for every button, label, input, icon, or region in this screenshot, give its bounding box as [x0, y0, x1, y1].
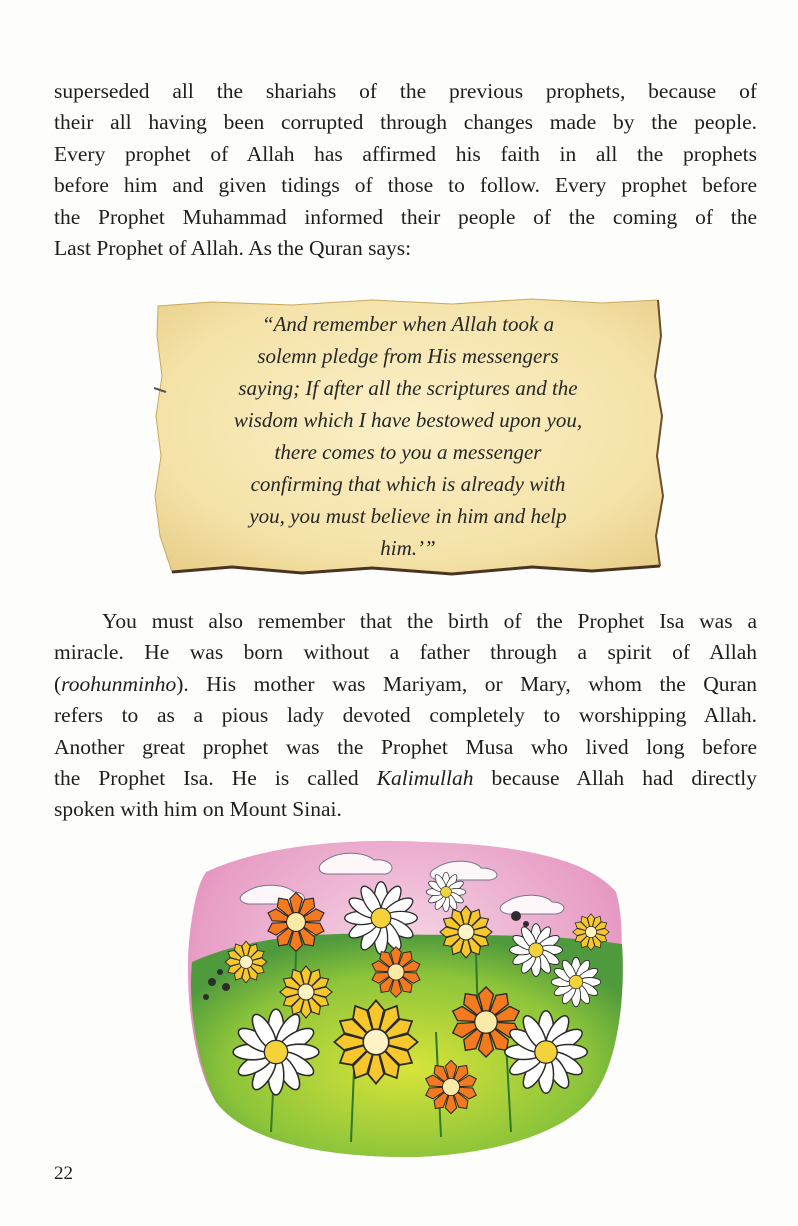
quote-line: you, you must believe in him and help — [249, 504, 567, 528]
text-line — [54, 763, 757, 794]
italic-term-kalimullah: Kalimullah — [376, 766, 474, 791]
text-line: spoken with him on Mount Sinai. — [54, 797, 342, 822]
text-line: their all having been corrupted through changes made by the people. — [54, 110, 757, 135]
quote-line: wisdom which I have bestowed upon you, — [233, 408, 583, 432]
quote-line: him.’” — [380, 536, 436, 560]
quote-line: confirming that which is already with — [250, 472, 566, 496]
text-line: Every prophet of Allah has affirmed his faith in all the prophets — [54, 141, 757, 166]
quote-line: solemn pledge from His messengers — [257, 344, 559, 368]
quote-line: there comes to you a messenger — [274, 440, 542, 464]
text-line — [54, 669, 757, 700]
text-line: Last Prophet of Allah. As the Quran says: — [54, 236, 412, 261]
text-fragment: because Allah had directly — [473, 766, 758, 791]
paragraph-1 — [54, 76, 757, 264]
text-line: Another great prophet was the Prophet Musa who lived long before — [54, 734, 757, 759]
text-fragment: ). His mother was Mariyam, or Mary, whom the Quran — [176, 671, 757, 696]
text-line: the Prophet Muhammad informed their people of the coming of the — [54, 204, 757, 229]
text-fragment: ( — [54, 671, 62, 696]
text-line: refers to as a pious lady devoted completely to worshipping Allah. — [54, 703, 757, 728]
flowers-image — [176, 832, 636, 1162]
text-fragment: the Prophet Isa. He is called — [54, 766, 377, 791]
text-line: before him and given tidings of those to follow. Every prophet before — [54, 173, 757, 198]
paragraph-2 — [54, 606, 757, 826]
flowers-illustration — [176, 832, 636, 1162]
quote-line: saying; If after all the scriptures and the — [238, 376, 578, 400]
text-line: superseded all the shariahs of the previous prophets, because of — [54, 79, 757, 103]
quote-line: “And remember when Allah took a — [261, 312, 555, 336]
quran-quote-box — [152, 296, 664, 580]
text-line: miracle. He was born without a father through a spirit of Allah — [54, 640, 757, 665]
text-line: You must also remember that the birth of the Prophet Isa was a — [102, 609, 757, 633]
page-number: 22 — [54, 1163, 73, 1184]
quote-text — [168, 308, 648, 564]
italic-term-roohunminho: roohunminho — [61, 671, 177, 696]
